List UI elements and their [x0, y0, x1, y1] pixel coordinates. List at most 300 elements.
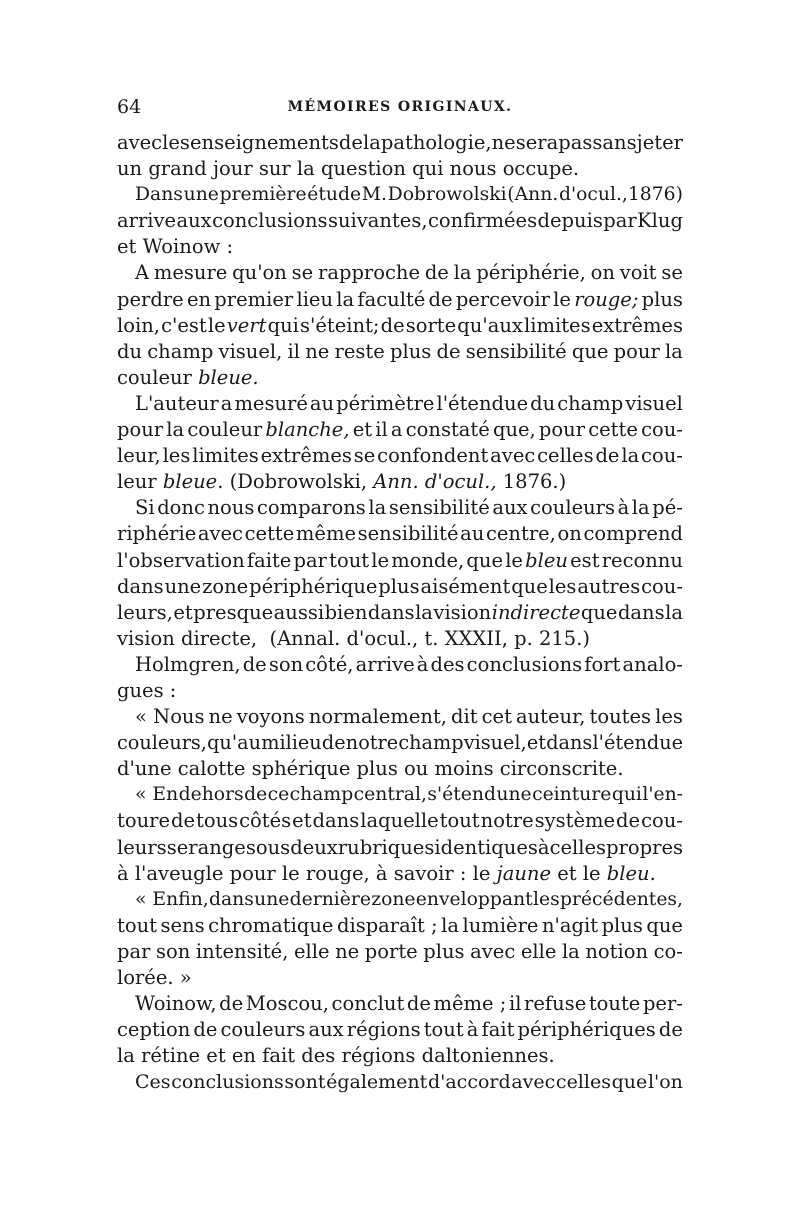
text-line	[117, 443, 683, 469]
text-segment: a	[220, 391, 233, 415]
text-segment: que	[466, 548, 504, 572]
text-segment: sera	[515, 131, 559, 154]
text-segment: enseignements	[189, 131, 339, 154]
text-segment: Si	[135, 496, 155, 520]
text-segment: s'éteint;	[299, 313, 380, 337]
text-segment: de	[406, 992, 431, 1016]
text-segment: la	[336, 287, 355, 311]
text-segment: de	[616, 809, 641, 833]
text-segment: notion	[585, 939, 649, 963]
text-segment: que	[646, 913, 683, 937]
text-segment: de	[193, 1018, 218, 1042]
text-segment: à	[617, 496, 630, 520]
text-segment: plus	[641, 287, 683, 311]
text-segment: que,	[492, 418, 536, 442]
text-segment: cet	[481, 705, 512, 729]
text-segment: conclusions	[466, 652, 583, 676]
text-segment: avec	[470, 939, 516, 963]
text-segment: suivantes,	[327, 209, 428, 233]
text-segment: L'auteur	[135, 391, 219, 415]
text-segment: couleur	[187, 418, 263, 442]
text-segment: toutes	[589, 705, 652, 729]
text-segment: vision directe, (Annal. d'ocul., t. XXXII, p. 215.)	[117, 626, 591, 650]
text-segment: qu'au	[207, 731, 261, 755]
text-segment: de	[658, 1018, 683, 1042]
text-segment: de	[424, 261, 449, 285]
text-segment: premier	[214, 287, 294, 311]
text-segment: sens	[160, 913, 205, 937]
text-segment: la	[166, 418, 185, 442]
text-line	[117, 417, 683, 443]
text-segment: constaté	[405, 418, 490, 442]
text-segment: on	[590, 261, 615, 285]
text-segment: conclut	[331, 992, 405, 1016]
text-segment: limites	[192, 444, 259, 468]
text-segment: une	[164, 574, 202, 598]
text-segment: de	[170, 809, 196, 833]
text-segment: le	[553, 287, 571, 311]
text-segment: ne	[491, 131, 516, 154]
text-segment: la	[453, 261, 472, 285]
text-line	[117, 208, 683, 234]
text-segment: de	[338, 131, 363, 154]
text-segment: pour	[613, 339, 660, 363]
text-segment: elle	[520, 939, 557, 963]
text-segment: sensibilité	[465, 339, 567, 363]
text-line	[117, 130, 683, 156]
text-segment: plus	[378, 574, 420, 598]
text-segment: de	[428, 287, 453, 311]
text-line	[117, 391, 683, 417]
text-segment: et Woinow :	[117, 235, 234, 259]
text-segment: aux	[176, 209, 212, 233]
text-segment: tout	[329, 548, 370, 572]
text-line	[117, 626, 683, 652]
text-line	[117, 1017, 683, 1043]
italic-text: indirecte	[491, 600, 581, 624]
text-segment: à	[537, 835, 550, 859]
text-segment: tout	[439, 809, 480, 833]
text-segment: couleurs	[530, 496, 615, 520]
text-segment: de	[244, 784, 268, 806]
text-line	[117, 521, 683, 547]
text-segment: un grand jour sur la question qui nous occupe.	[117, 157, 580, 181]
text-segment: le	[371, 548, 390, 572]
text-line	[117, 495, 683, 521]
text-line	[117, 287, 683, 313]
text-segment: qu'aux	[457, 313, 523, 337]
text-segment: plus	[423, 939, 465, 963]
text-segment: sensibilité	[388, 496, 490, 520]
text-segment: les	[162, 444, 191, 468]
text-segment: périmètre	[336, 391, 435, 415]
text-segment: confirmées	[427, 209, 538, 233]
text-segment: au	[460, 522, 485, 546]
text-segment: le	[505, 548, 523, 572]
text-segment: presque	[193, 600, 274, 624]
text-line	[117, 782, 683, 808]
text-segment: pé-	[652, 496, 683, 520]
text-segment: à	[416, 652, 429, 676]
text-line	[117, 469, 683, 495]
text-line	[117, 678, 683, 704]
text-segment: enveloppant	[415, 888, 533, 910]
text-segment: dans	[617, 600, 665, 624]
text-segment: Klug	[637, 209, 683, 233]
text-segment: lorée. »	[117, 966, 192, 989]
text-segment: normalement,	[308, 705, 447, 729]
text-segment: conclusions	[212, 209, 328, 233]
text-segment: leur,	[117, 444, 161, 468]
text-segment: première	[219, 184, 307, 206]
text-segment: se	[166, 835, 189, 859]
text-segment: riphérie	[117, 522, 197, 546]
text-segment: cou-	[641, 418, 683, 442]
text-segment: leurs	[117, 835, 167, 859]
text-segment: analo-	[622, 652, 683, 676]
text-segment: même ;	[433, 992, 507, 1016]
text-segment: on	[557, 522, 582, 546]
text-segment: avec	[490, 444, 536, 468]
italic-text: jaune	[496, 861, 551, 885]
text-segment: « En	[135, 784, 179, 806]
text-line	[117, 965, 683, 991]
text-segment: du	[117, 339, 143, 363]
text-line	[117, 339, 683, 365]
text-line	[117, 260, 683, 286]
text-segment: les	[162, 131, 190, 154]
text-segment: 1876.)	[496, 470, 567, 494]
text-segment: par	[117, 939, 151, 963]
text-segment: notre	[345, 731, 399, 755]
text-segment: plus	[390, 339, 432, 363]
text-segment: sous	[245, 835, 291, 859]
text-segment: celles	[537, 444, 594, 468]
text-segment: percevoir	[455, 287, 550, 311]
text-segment: aussi	[273, 600, 325, 624]
text-line	[117, 808, 683, 834]
text-segment: couleur	[117, 365, 199, 389]
text-segment: régions	[346, 1018, 421, 1042]
text-segment: de	[436, 339, 461, 363]
text-segment: pour	[538, 418, 586, 442]
text-segment: la	[664, 339, 683, 363]
text-segment: qui	[267, 313, 299, 337]
text-segment: de	[380, 313, 405, 337]
text-segment: Ces	[135, 1071, 171, 1094]
text-segment: M.	[361, 184, 387, 206]
text-segment: de	[595, 444, 620, 468]
text-segment: autres	[577, 574, 641, 598]
text-segment: centre,	[485, 522, 556, 546]
text-segment: « Enfin,	[135, 888, 209, 910]
text-segment: (Ann.	[507, 184, 559, 206]
text-segment: et	[173, 600, 193, 624]
text-segment: côté,	[305, 652, 354, 676]
text-line	[117, 600, 683, 626]
text-segment: se	[661, 261, 683, 285]
text-segment: et	[292, 809, 312, 833]
text-line	[117, 835, 683, 861]
text-segment: porte	[364, 939, 418, 963]
text-segment: lieu	[296, 287, 334, 311]
text-segment: son	[268, 652, 304, 676]
text-segment: faculté	[357, 287, 426, 311]
text-segment: reste	[334, 339, 385, 363]
text-segment: et le	[551, 861, 607, 885]
text-segment: ce	[267, 784, 290, 806]
text-line	[117, 548, 683, 574]
text-segment: mesuré	[234, 391, 308, 415]
text-segment: comparons	[256, 496, 366, 520]
text-line	[117, 756, 683, 782]
text-segment: ceinture	[532, 784, 612, 806]
text-segment: dit	[451, 705, 478, 729]
text-segment: cette	[588, 418, 638, 442]
text-segment: champ	[289, 784, 354, 806]
text-segment: les	[548, 574, 577, 598]
running-head: MÉMOIRES ORIGINAUX.	[287, 99, 513, 115]
text-segment: dans	[117, 574, 164, 598]
italic-text: bleue.	[162, 470, 224, 494]
text-segment: même	[295, 522, 356, 546]
text-line	[117, 574, 683, 600]
text-segment: à	[466, 1018, 479, 1042]
text-segment: Woinow,	[135, 992, 217, 1016]
text-segment: a	[390, 418, 403, 442]
text-segment: laquelle	[360, 809, 439, 833]
text-segment: lumière	[462, 913, 539, 937]
text-segment: champ	[557, 391, 624, 415]
text-line	[117, 861, 683, 887]
text-line	[117, 913, 683, 939]
text-segment: les	[655, 705, 683, 729]
text-segment: « Nous	[135, 705, 205, 729]
text-segment: d'accord	[427, 1071, 511, 1094]
text-segment: (Dobrowolski,	[223, 470, 374, 494]
text-segment: per-	[642, 992, 683, 1016]
text-segment: sont	[284, 1071, 326, 1094]
text-segment: central,	[353, 784, 427, 806]
text-segment: gues :	[117, 678, 177, 702]
text-segment: la	[441, 913, 459, 937]
italic-text: blanche,	[265, 418, 350, 442]
text-segment: champ	[398, 731, 464, 755]
text-segment: identiques	[434, 835, 538, 859]
text-segment: intensité,	[195, 939, 289, 963]
text-segment: avec	[511, 1071, 556, 1094]
text-segment: la	[665, 600, 683, 624]
text-segment: visuel,	[218, 339, 283, 363]
text-segment: de	[321, 731, 346, 755]
text-line	[117, 887, 683, 913]
text-segment: son	[156, 939, 191, 963]
text-segment: la	[362, 131, 381, 154]
text-segment: faite	[246, 548, 292, 572]
text-segment: la	[631, 496, 650, 520]
text-segment: l'en-	[642, 784, 683, 806]
text-segment: du	[530, 391, 556, 415]
text-line	[117, 182, 683, 208]
text-line	[117, 365, 683, 391]
text-segment: précédentes,	[559, 888, 683, 910]
text-segment: l'étendue	[436, 391, 529, 415]
text-segment: par	[603, 209, 637, 233]
text-segment: propres	[606, 835, 683, 859]
text-segment: pas	[558, 131, 593, 154]
text-segment: dernière	[289, 888, 371, 910]
text-segment: toure	[117, 809, 170, 833]
text-segment: périphérique	[249, 574, 378, 598]
text-segment: Dobrowolski	[387, 184, 507, 206]
text-segment: bien	[324, 600, 368, 624]
text-segment: l'observation	[117, 548, 245, 572]
text-segment: l'étendue	[592, 731, 683, 755]
text-segment: il	[375, 418, 388, 442]
italic-text: bleu	[525, 548, 568, 572]
text-segment: celles	[549, 835, 607, 859]
text-segment: se	[353, 444, 376, 468]
text-line	[117, 991, 683, 1017]
text-segment: notre	[480, 809, 534, 833]
text-segment: mesure	[153, 261, 228, 285]
text-segment: perdre	[117, 287, 184, 311]
text-segment: fait	[481, 1018, 515, 1042]
text-segment: les	[532, 888, 560, 910]
text-segment: rubriques	[337, 835, 435, 859]
text-segment: disparaît ;	[336, 913, 438, 937]
text-segment: range	[188, 835, 246, 859]
text-segment: qu'on	[232, 261, 287, 285]
text-segment: Dans	[135, 184, 183, 206]
text-segment: visuel	[625, 391, 683, 415]
text-segment: celles	[555, 1071, 611, 1094]
text-segment: nous	[207, 496, 255, 520]
text-line	[117, 939, 683, 965]
text-segment: dans	[312, 809, 360, 833]
text-segment: dans	[546, 731, 593, 755]
text-segment: se	[291, 261, 314, 285]
text-segment: refuse	[524, 992, 587, 1016]
text-segment: et	[526, 731, 547, 755]
text-segment: des	[430, 652, 465, 676]
text-segment: loin,	[117, 313, 160, 337]
text-segment: la	[621, 444, 640, 468]
text-segment: leur	[117, 470, 163, 494]
text-segment: milieu	[261, 731, 322, 755]
text-segment: arrive	[355, 652, 415, 676]
italic-text: vert	[226, 313, 267, 337]
text-line	[117, 156, 683, 182]
page-header	[117, 96, 683, 124]
text-segment: fort	[584, 652, 621, 676]
text-segment: depuis	[537, 209, 603, 233]
italic-text: bleue.	[198, 365, 259, 389]
text-segment: dehors	[178, 784, 244, 806]
text-segment: il	[287, 339, 301, 363]
text-segment: que	[580, 600, 618, 624]
text-segment: sans	[592, 131, 637, 154]
italic-text: bleu.	[606, 861, 656, 885]
text-segment: la	[561, 939, 580, 963]
text-segment: jeter	[636, 131, 683, 154]
text-segment: co-	[653, 939, 683, 963]
text-segment: limites	[524, 313, 591, 337]
text-segment: ne	[208, 705, 233, 729]
text-segment: en	[186, 287, 212, 311]
text-segment: aux	[492, 496, 528, 520]
text-segment: également	[326, 1071, 428, 1094]
text-segment: monde,	[391, 548, 465, 572]
text-segment: elle	[294, 939, 330, 963]
text-line	[117, 1043, 683, 1069]
text-segment: voit	[619, 261, 657, 285]
text-segment: reconnu	[601, 548, 683, 572]
text-segment: avec	[117, 131, 163, 154]
text-segment: zone	[202, 574, 249, 598]
text-segment: auteur,	[516, 705, 586, 729]
text-segment: que	[611, 1071, 648, 1094]
text-segment: zone	[371, 888, 416, 910]
text-segment: que	[571, 339, 609, 363]
text-line	[117, 730, 683, 756]
text-segment: rapproche	[318, 261, 421, 285]
text-segment: plus	[601, 913, 643, 937]
text-segment: de	[219, 992, 244, 1016]
text-segment: extrêmes	[591, 313, 683, 337]
text-segment: cou-	[641, 444, 683, 468]
text-line	[117, 234, 683, 260]
text-segment: tous	[196, 809, 239, 833]
text-segment: arrive	[117, 209, 177, 233]
text-segment: système	[534, 809, 616, 833]
text-segment: toute	[588, 992, 641, 1016]
text-segment: cette	[244, 522, 295, 546]
text-line	[117, 652, 683, 678]
text-segment: visuel,	[463, 731, 527, 755]
text-segment: au	[309, 391, 335, 415]
text-segment: avec	[197, 522, 243, 546]
text-segment: dans	[209, 888, 254, 910]
text-segment: une	[183, 184, 219, 206]
text-segment: cou-	[641, 809, 683, 833]
text-segment: d'une calotte sphérique plus ou moins circonscrite.	[117, 757, 624, 781]
text-line	[117, 704, 683, 730]
text-segment: périphériques	[517, 1018, 656, 1042]
text-segment: sensibilité	[357, 522, 459, 546]
text-segment: la	[415, 600, 433, 624]
text-segment: et	[352, 418, 373, 442]
text-segment: est	[570, 548, 600, 572]
text-segment: cou-	[641, 574, 683, 598]
text-segment: qui	[611, 784, 642, 806]
text-segment: extrêmes	[260, 444, 352, 468]
text-segment: comprend	[583, 522, 683, 546]
text-segment: l'on	[647, 1071, 683, 1094]
text-segment: par	[293, 548, 327, 572]
text-segment: couleurs	[220, 1018, 306, 1042]
text-segment: confondent	[377, 444, 489, 468]
text-segment: voyons	[236, 705, 305, 729]
text-segment: chromatique	[208, 913, 334, 937]
text-segment: A	[135, 261, 150, 285]
text-segment: la	[368, 496, 387, 520]
italic-text: Ann. d'ocul.,	[373, 470, 497, 494]
text-segment: deux	[290, 835, 338, 859]
page-number: 64	[117, 96, 142, 118]
text-segment: aisément	[420, 574, 511, 598]
text-segment: d'ocul.,1876)	[558, 184, 683, 206]
